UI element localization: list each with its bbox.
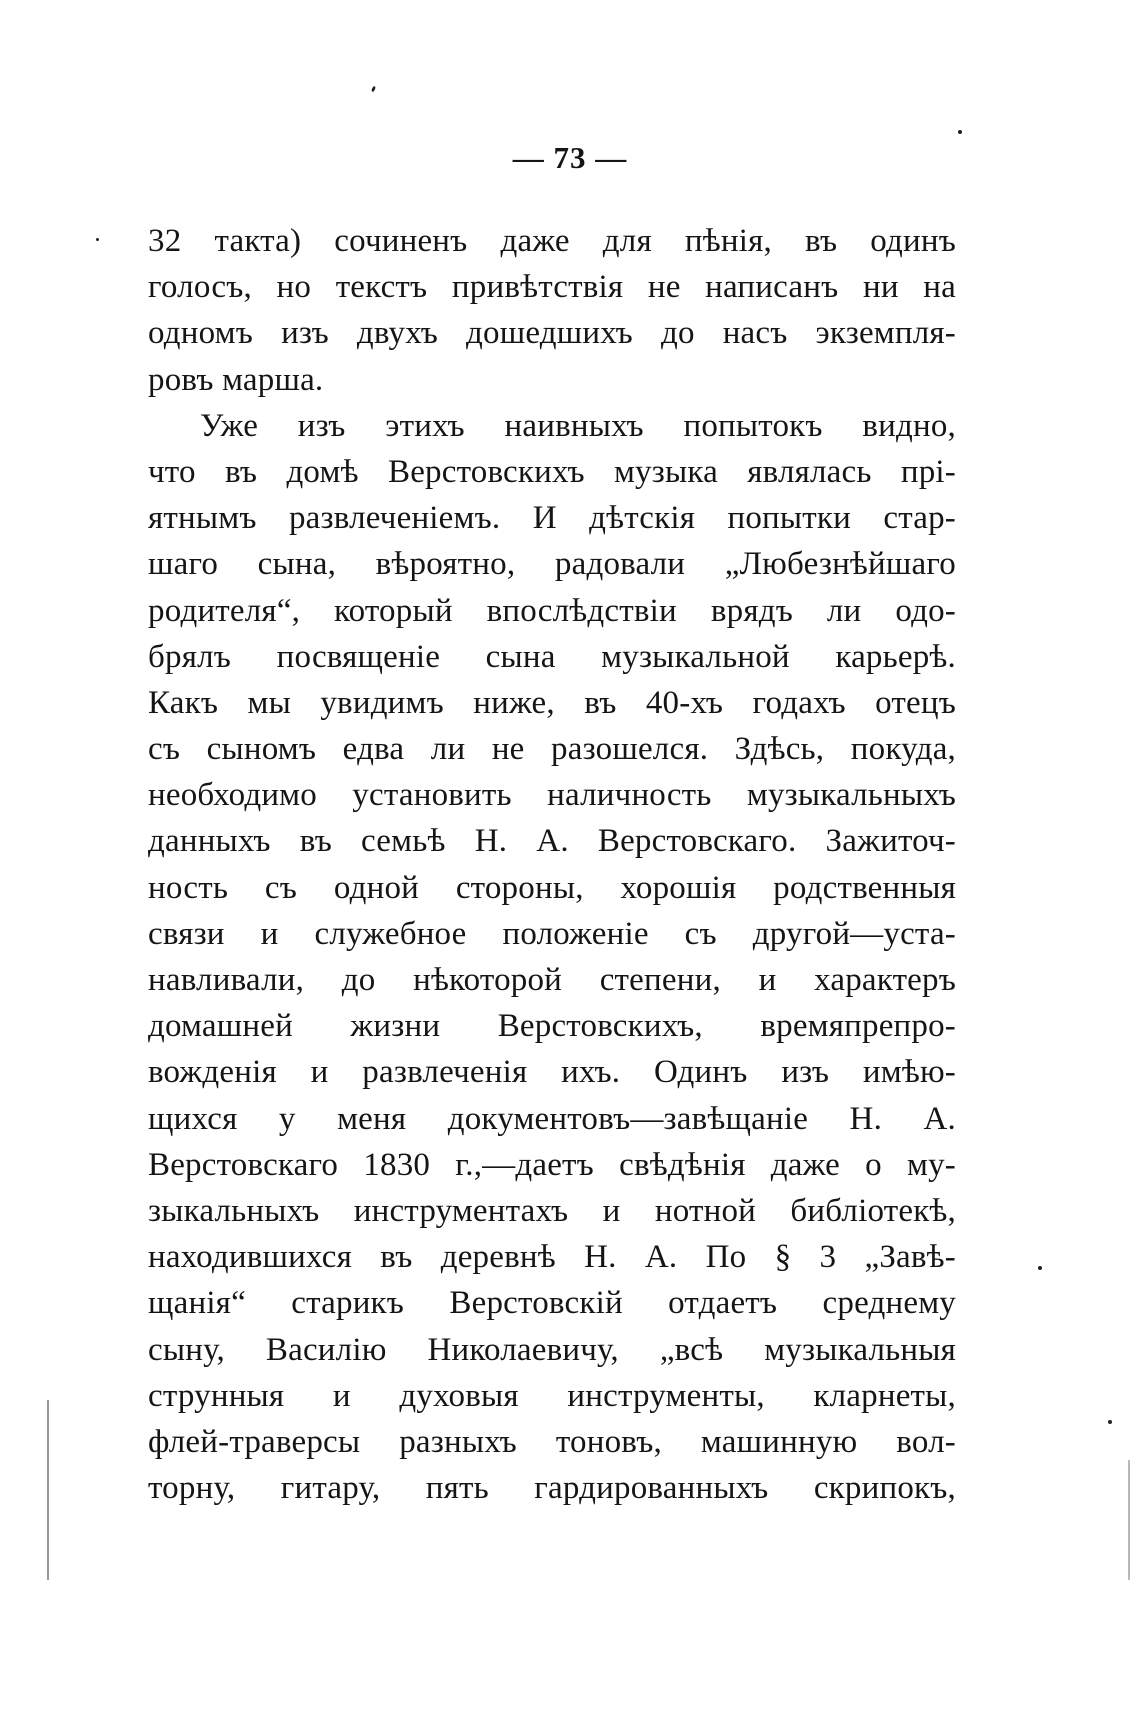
body-text: [148, 218, 956, 1511]
text-line: брялъ посвященіе сына музыкальной карьерѣ.: [148, 638, 956, 675]
text-line: родителя“, который впослѣдствіи врядъ ли одо-: [148, 592, 956, 629]
text-line: данныхъ въ семьѣ Н. А. Верстовскаго. Зажиточ-: [148, 823, 956, 860]
text-line: домашней жизни Верстовскихъ, времяпрепро-: [148, 1008, 956, 1045]
scan-edge-mark: [47, 1400, 49, 1580]
text-line: одномъ изъ двухъ дошедшихъ до насъ экземпля-: [148, 315, 956, 352]
text-line: сыну, Василію Николаевичу, „всѣ музыкальныя: [148, 1331, 956, 1368]
text-line: вожденія и развлеченія ихъ. Одинъ изъ имѣю-: [148, 1054, 956, 1091]
text-line: щанія“ старикъ Верстовскій отдаетъ среднему: [148, 1285, 956, 1322]
text-line: голосъ, но текстъ привѣтствія не написанъ ни на: [148, 269, 956, 306]
scan-speck: [1108, 1420, 1112, 1424]
text-line: 32 такта) сочиненъ даже для пѣнія, въ одинъ: [148, 223, 956, 259]
text-line: флей-траверсы разныхъ тоновъ, машинную вол-: [148, 1423, 956, 1460]
text-line: струнныя и духовыя инструменты, кларнеты,: [148, 1377, 956, 1414]
text-line: Верстовскаго 1830 г.,—даетъ свѣдѣнія даже о му-: [148, 1146, 956, 1183]
text-line: ятнымъ развлеченіемъ. И дѣтскія попытки стар-: [148, 500, 956, 537]
text-line: Уже изъ этихъ наивныхъ попытокъ видно,: [200, 407, 956, 444]
text-line: связи и служебное положеніе съ другой—уста-: [148, 915, 956, 952]
text-line: что въ домѣ Верстовскихъ музыка являлась прі-: [148, 453, 956, 490]
text-line: зыкальныхъ инструментахъ и нотной библіотекѣ,: [148, 1192, 956, 1229]
text-line: навливали, до нѣкоторой степени, и характеръ: [148, 962, 956, 998]
text-line: съ сыномъ едва ли не разошелся. Здѣсь, покуда,: [148, 731, 956, 768]
text-line: находившихся въ деревнѣ Н. А. По § 3 „Завѣ-: [148, 1239, 956, 1276]
text-line: шаго сына, вѣроятно, радовали „Любезнѣйшаго: [148, 546, 956, 583]
scan-speck: [96, 238, 99, 241]
scan-speck: [1038, 1266, 1042, 1270]
scan-edge-mark: [1128, 1460, 1130, 1580]
page-number: — 73 —: [512, 140, 628, 175]
scan-speck: [958, 130, 962, 134]
text-line: Какъ мы увидимъ ниже, въ 40-хъ годахъ отецъ: [148, 684, 956, 721]
text-line: необходимо установить наличность музыкальныхъ: [148, 777, 956, 814]
text-line: ровъ марша.: [148, 361, 324, 398]
text-line: щихся у меня документовъ—завѣщаніе Н. А.: [148, 1100, 956, 1137]
scan-speck: [371, 86, 376, 93]
text-line: торну, гитару, пять гардированныхъ скрипокъ,: [148, 1470, 956, 1507]
text-line: ность съ одной стороны, хорошія родственныя: [148, 869, 956, 906]
